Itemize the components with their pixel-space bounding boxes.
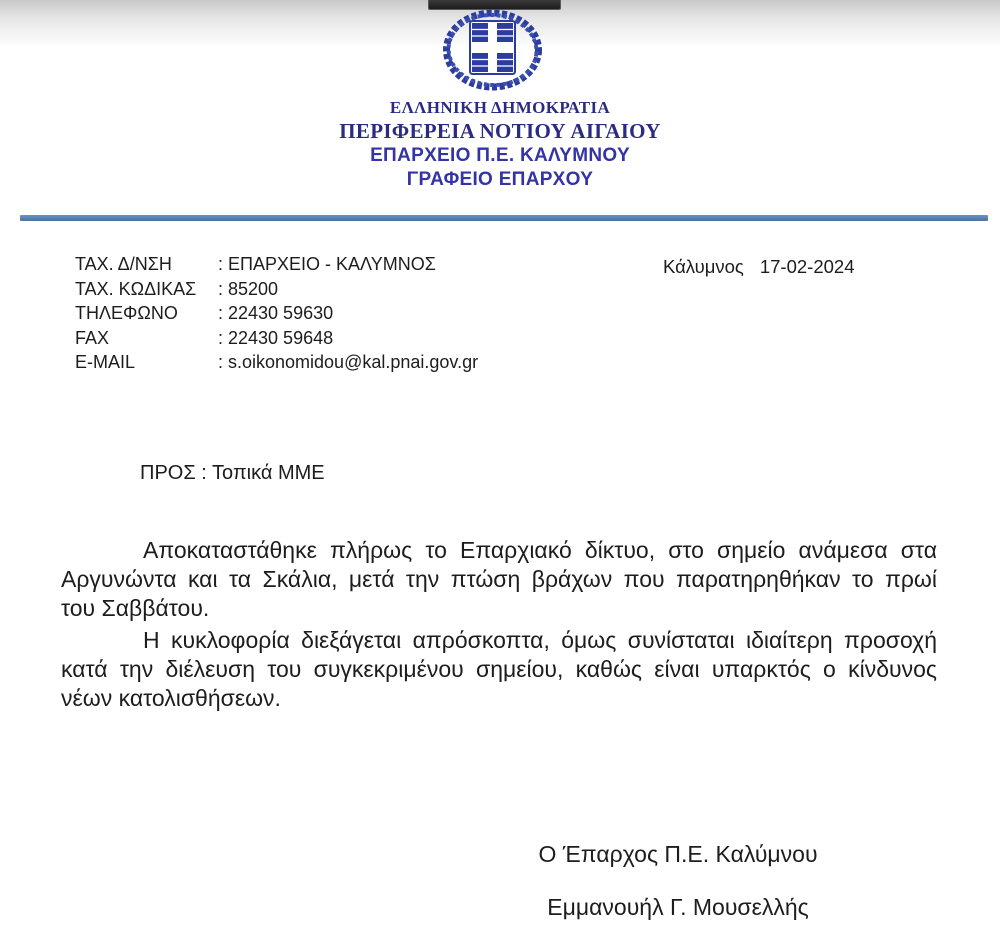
letterhead-republic: ΕΛΛΗΝΙΚΗ ΔΗΜΟΚΡΑΤΙΑ <box>389 98 611 117</box>
letterhead-office: ΓΡΑΦΕΙΟ ΕΠΑΡΧΟΥ <box>406 169 594 190</box>
body-paragraph-2 <box>61 626 937 713</box>
letter-body <box>61 536 937 713</box>
contact-label: ΤΑΧ. Δ/ΝΣΗ <box>75 254 172 274</box>
contact-label: FAX <box>75 327 110 348</box>
letterhead-eparchy: ΕΠΑΡΧΕΙΟ Π.Ε. ΚΑΛΥΜΝΟΥ <box>370 145 630 166</box>
body-line: νέων κατολισθήσεων. <box>61 685 281 711</box>
signer-name: Εμμανουήλ Γ. Μουσελλής <box>547 894 809 920</box>
contact-value: : 85200 <box>218 278 279 299</box>
body-line: κατά την διέλευση του συγκεκριμένου σημείου, καθώς είναι υπαρκτός ο κίνδυνος <box>61 656 937 682</box>
contact-row-postal-code <box>75 277 478 302</box>
letterhead-region: ΠΕΡΙΦΕΡΕΙΑ ΝΟΤΙΟΥ ΑΙΓΑΙΟΥ <box>339 119 661 143</box>
contact-value: : 22430 59648 <box>218 327 334 348</box>
signature-block <box>453 841 903 920</box>
contact-row-address <box>75 252 478 277</box>
contact-label: ΤΑΧ. ΚΩΔΙΚΑΣ <box>75 278 197 299</box>
contact-row-email <box>75 350 478 375</box>
place-name: Κάλυμνος <box>663 256 744 277</box>
contact-label: E-MAIL <box>75 352 136 372</box>
body-paragraph-1 <box>61 536 937 623</box>
body-line: Αποκαταστάθηκε πλήρως το Επαρχιακό δίκτυο, στο σημείο ανάμεσα στα <box>143 537 937 563</box>
recipient-line: ΠΡΟΣ : Τοπικά ΜΜΕ <box>140 462 325 484</box>
letterhead <box>0 96 1000 191</box>
signer-title: Ο Έπαρχος Π.Ε. Καλύμνου <box>538 841 818 867</box>
contact-email-value: : s.oikonomidou@kal.pnai.gov.gr <box>218 352 479 372</box>
greek-national-emblem-icon <box>439 8 546 92</box>
contact-row-phone <box>75 301 478 326</box>
contact-info-block <box>75 252 478 375</box>
body-line: Η κυκλοφορία διεξάγεται απρόσκοπτα, όμως συνίσταται ιδιαίτερη προσοχή <box>143 627 937 653</box>
header-divider-rule <box>20 215 988 221</box>
letter-date: 17-02-2024 <box>759 256 855 277</box>
contact-label: ΤΗΛΕΦΩΝΟ <box>75 303 178 323</box>
contact-row-fax <box>75 326 478 351</box>
place-and-date <box>663 255 855 279</box>
contact-value: : ΕΠΑΡΧΕΙΟ - ΚΑΛΥΜΝΟΣ <box>218 254 436 274</box>
body-line: Αργυνώντα και τα Σκάλια, μετά την πτώση βράχων που παρατηρηθήκαν το πρωί <box>61 566 937 592</box>
contact-value: : 22430 59630 <box>218 303 334 323</box>
body-line: του Σαββάτου. <box>61 595 210 621</box>
